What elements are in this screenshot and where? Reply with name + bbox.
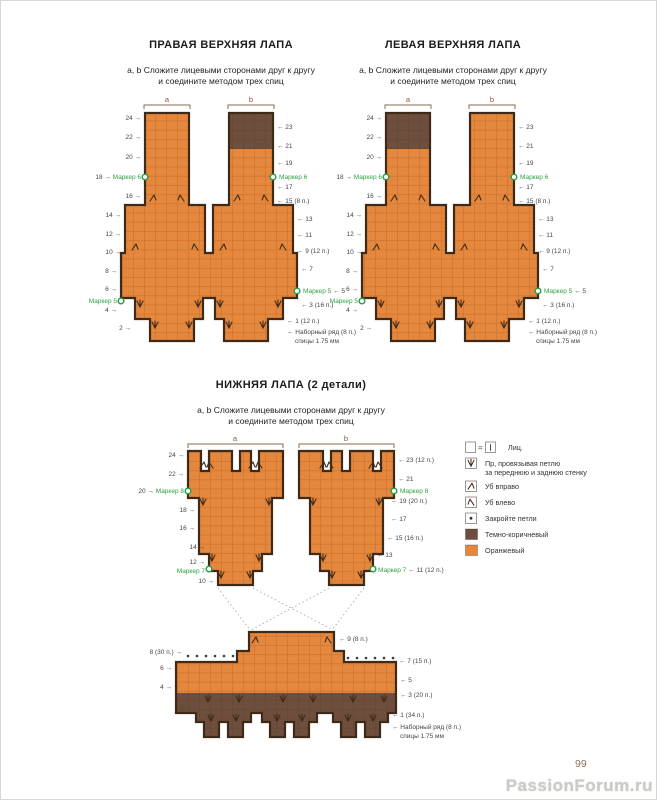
page-number: 99 [575, 758, 587, 770]
legend-item-inc [465, 457, 635, 477]
row-label: 6 → [346, 286, 358, 293]
stitch-marker-circle [370, 566, 376, 572]
stitch-marker-circle [118, 298, 124, 304]
row-label: 18 → Маркер 6 [336, 174, 382, 181]
stitch-marker-circle [142, 174, 148, 180]
row-label: 6 → [160, 665, 172, 672]
row-label: ← 9 (12 п.) [297, 248, 330, 255]
row-label: 14 → [189, 544, 205, 551]
lower-paw-sole-chart [150, 588, 461, 740]
pickup-guide-line [251, 588, 329, 630]
stitch-marker-circle [294, 288, 300, 294]
row-label: 2 → [180, 704, 192, 711]
title-left-upper-paw: ЛЕВАЯ ВЕРХНЯЯ ЛАПА [384, 39, 522, 51]
section-bracket-label: a [405, 95, 411, 104]
row-label: 22 → [366, 134, 382, 141]
row-label: ← 5 [400, 677, 412, 684]
row-label: ← 3 (16 п.) [301, 302, 334, 309]
legend-item-label: Уб вправо [485, 482, 519, 491]
row-label: 22 → [125, 134, 141, 141]
row-label: ← 23 [277, 124, 293, 131]
title-lower-paw: НИЖНЯЯ ЛАПА (2 детали) [215, 379, 367, 391]
legend [465, 441, 635, 560]
row-label: спицы 1.75 мм [295, 338, 339, 345]
row-label: ← Наборный ряд (8 п.) [287, 329, 357, 336]
row-label: 18 → [179, 507, 195, 514]
row-label: спицы 1.75 мм [536, 338, 580, 345]
bind-off-dot [214, 655, 217, 658]
row-label: ← 1 (34 п.) [392, 712, 425, 719]
row-label: ← 15 (16 п.) [387, 535, 424, 542]
row-label: 4 → [105, 307, 117, 314]
right-upper-paw-chart [89, 95, 356, 345]
stitch-marker-circle [270, 174, 276, 180]
subtitle-line-2: и соедините методом трех спиц [390, 76, 516, 86]
row-label: ← 3 (20 п.) [400, 692, 433, 699]
row-label: 8 → [105, 268, 117, 275]
title-right-upper-paw: ПРАВАЯ ВЕРХНЯЯ ЛАПА [149, 39, 293, 51]
row-label: ← 19 [518, 160, 534, 167]
bind-off-dot [347, 657, 350, 660]
row-label: ← 13 [297, 216, 313, 223]
row-label: 10 → [346, 249, 362, 256]
row-label: Маркер 5 [88, 298, 117, 305]
stitch-marker-circle [391, 488, 397, 494]
section-bracket [385, 105, 431, 109]
dec-left-icon [465, 496, 478, 509]
row-label: Маркер 6 [279, 174, 308, 181]
stitch-marker-circle [511, 174, 517, 180]
pickup-guide-line [332, 588, 364, 630]
row-label: Маркер 7 ← 11 (12 п.) [378, 567, 444, 574]
legend-item-swatch-brown [465, 528, 635, 541]
stitch-marker-circle [359, 298, 365, 304]
bind-off-dot [187, 655, 190, 658]
row-label: ← 1 (12 п.) [528, 318, 561, 325]
row-label: 24 → [366, 115, 382, 122]
pickup-guide-line [218, 588, 250, 630]
row-label: ← 21 [277, 143, 293, 150]
row-label: 20 → [125, 154, 141, 161]
inc-icon [465, 457, 478, 470]
legend-item-dec-right [465, 480, 635, 493]
stitch-marker-circle [535, 288, 541, 294]
row-label: ← 23 [518, 124, 534, 131]
legend-item-label-line2: за переднюю и заднюю стенку [485, 468, 587, 477]
section-bracket [228, 105, 274, 109]
section-bracket [469, 105, 515, 109]
row-label: 4 → [346, 307, 358, 314]
section-bracket-label: b [343, 434, 349, 443]
row-label: ← 7 [542, 266, 554, 273]
row-label: 8 (30 п.) → [149, 649, 182, 656]
row-label: ← 11 [538, 232, 554, 239]
row-label: ← 21 [398, 476, 414, 483]
chart-shape [386, 113, 430, 149]
row-label: 2 → [119, 325, 131, 332]
bind-off-dot [196, 655, 199, 658]
bind-off-dot [205, 655, 208, 658]
section-bracket-label: b [489, 95, 495, 104]
legend-item-label: Темно-коричневый [485, 530, 549, 539]
row-label: 16 → [125, 193, 141, 200]
legend-item-label: Уб влево [485, 498, 516, 507]
row-label: 20 → [366, 154, 382, 161]
left-upper-paw-chart [330, 95, 597, 345]
section-bracket-label: b [248, 95, 254, 104]
row-label: 12 → [346, 231, 362, 238]
bindoff-icon [465, 512, 478, 525]
subtitle-line-2: и соедините методом трех спиц [158, 76, 284, 86]
row-label: 10 → [198, 578, 214, 585]
subtitle-line-1: a, b Сложите лицевыми сторонами друг к другу [127, 65, 315, 75]
knit-icon [465, 441, 501, 454]
subtitle-line-1: a, b Сложите лицевыми сторонами друг к другу [197, 405, 385, 415]
chart-shape [229, 113, 273, 149]
row-label: 22 → [168, 471, 184, 478]
row-label: Маркер 5 [329, 298, 358, 305]
row-label: ← 17 [277, 184, 293, 191]
bind-off-dot [365, 657, 368, 660]
legend-item-swatch-orange [465, 544, 635, 557]
row-label: ← 7 [301, 266, 313, 273]
bind-off-dot [374, 657, 377, 660]
row-label: ← 15 (8 п.) [277, 198, 310, 205]
bind-off-dot [383, 657, 386, 660]
knitting-charts-canvas [1, 1, 657, 800]
row-label: ← 9 (8 п.) [339, 636, 368, 643]
legend-item-knit [465, 441, 635, 454]
row-label: 16 → [366, 193, 382, 200]
row-label: 2 → [360, 325, 372, 332]
bind-off-dot [392, 657, 395, 660]
row-label: ← 11 [297, 232, 313, 239]
swatch-brown-icon [465, 528, 478, 541]
row-label: 18 → Маркер 6 [95, 174, 141, 181]
row-label: ← 21 [518, 143, 534, 150]
row-label: ← 19 [277, 160, 293, 167]
row-label: 4 → [160, 684, 172, 691]
section-bracket-label: a [232, 434, 238, 443]
stitch-marker-circle [383, 174, 389, 180]
row-label: ← 19 (20 п.) [391, 498, 428, 505]
row-label: Маркер 5 ← 5 [544, 288, 587, 295]
section-bracket-label: a [164, 95, 170, 104]
dec-right-icon [465, 480, 478, 493]
section-bracket [144, 105, 190, 109]
row-label: 24 → [168, 452, 184, 459]
section-bracket [299, 444, 394, 448]
row-label: ← Наборный ряд (8 п.) [392, 724, 462, 731]
subtitle-line-2: и соедините методом трех спиц [228, 416, 354, 426]
subtitle-line-1: a, b Сложите лицевыми сторонами друг к другу [359, 65, 547, 75]
row-label: 24 → [125, 115, 141, 122]
stitch-marker-circle [206, 566, 212, 572]
legend-item-label: Пр, провязывая петлю за переднюю и заднюю стенку [485, 459, 587, 477]
bind-off-dot [223, 655, 226, 658]
row-label: Маркер 7 [176, 568, 205, 575]
row-label: 14 → [105, 212, 121, 219]
row-label: ← 1 (12 п.) [287, 318, 320, 325]
row-label: ← 3 (16 п.) [542, 302, 575, 309]
legend-item-label: Закройте петли [485, 514, 537, 523]
watermark: PassionForum.ru [505, 776, 653, 795]
row-label: ← 17 [518, 184, 534, 191]
row-label: 14 → [346, 212, 362, 219]
bind-off-dot [232, 655, 235, 658]
section-bracket [188, 444, 283, 448]
legend-item-label: Лиц. [508, 443, 523, 452]
row-label: 10 → [105, 249, 121, 256]
stitch-marker-circle [185, 488, 191, 494]
row-label: 12 → [105, 231, 121, 238]
bind-off-dot [356, 657, 359, 660]
row-label: 16 → [179, 525, 195, 532]
row-label: Маркер 8 [400, 488, 429, 495]
row-label: ← 9 (12 п.) [538, 248, 571, 255]
svg-text:=: = [478, 443, 483, 453]
row-label: ← 7 (15 п.) [399, 658, 432, 665]
legend-item-dec-left [465, 496, 635, 509]
row-label: 20 → Маркер 8 [138, 488, 184, 495]
row-label: спицы 1.75 мм [400, 733, 444, 740]
row-label: 8 → [346, 268, 358, 275]
row-label: ← 23 (12 п.) [398, 457, 435, 464]
row-label: 12 → [189, 559, 205, 566]
legend-item-bindoff [465, 512, 635, 525]
lower-paw-chart [138, 434, 443, 585]
swatch-orange-icon [465, 544, 478, 557]
row-label: 6 → [105, 286, 117, 293]
legend-item-label: Оранжевый [485, 546, 525, 555]
row-label: ← 13 [377, 552, 393, 559]
row-label: ← 15 (8 п.) [518, 198, 551, 205]
row-label: ← Наборный ряд (8 п.) [528, 329, 598, 336]
pickup-guide-line [253, 588, 333, 630]
row-label: ← 13 [538, 216, 554, 223]
row-label: ← 17 [391, 516, 407, 523]
row-label: Маркер 5 ← 5 [303, 288, 346, 295]
row-label: Маркер 6 [520, 174, 549, 181]
